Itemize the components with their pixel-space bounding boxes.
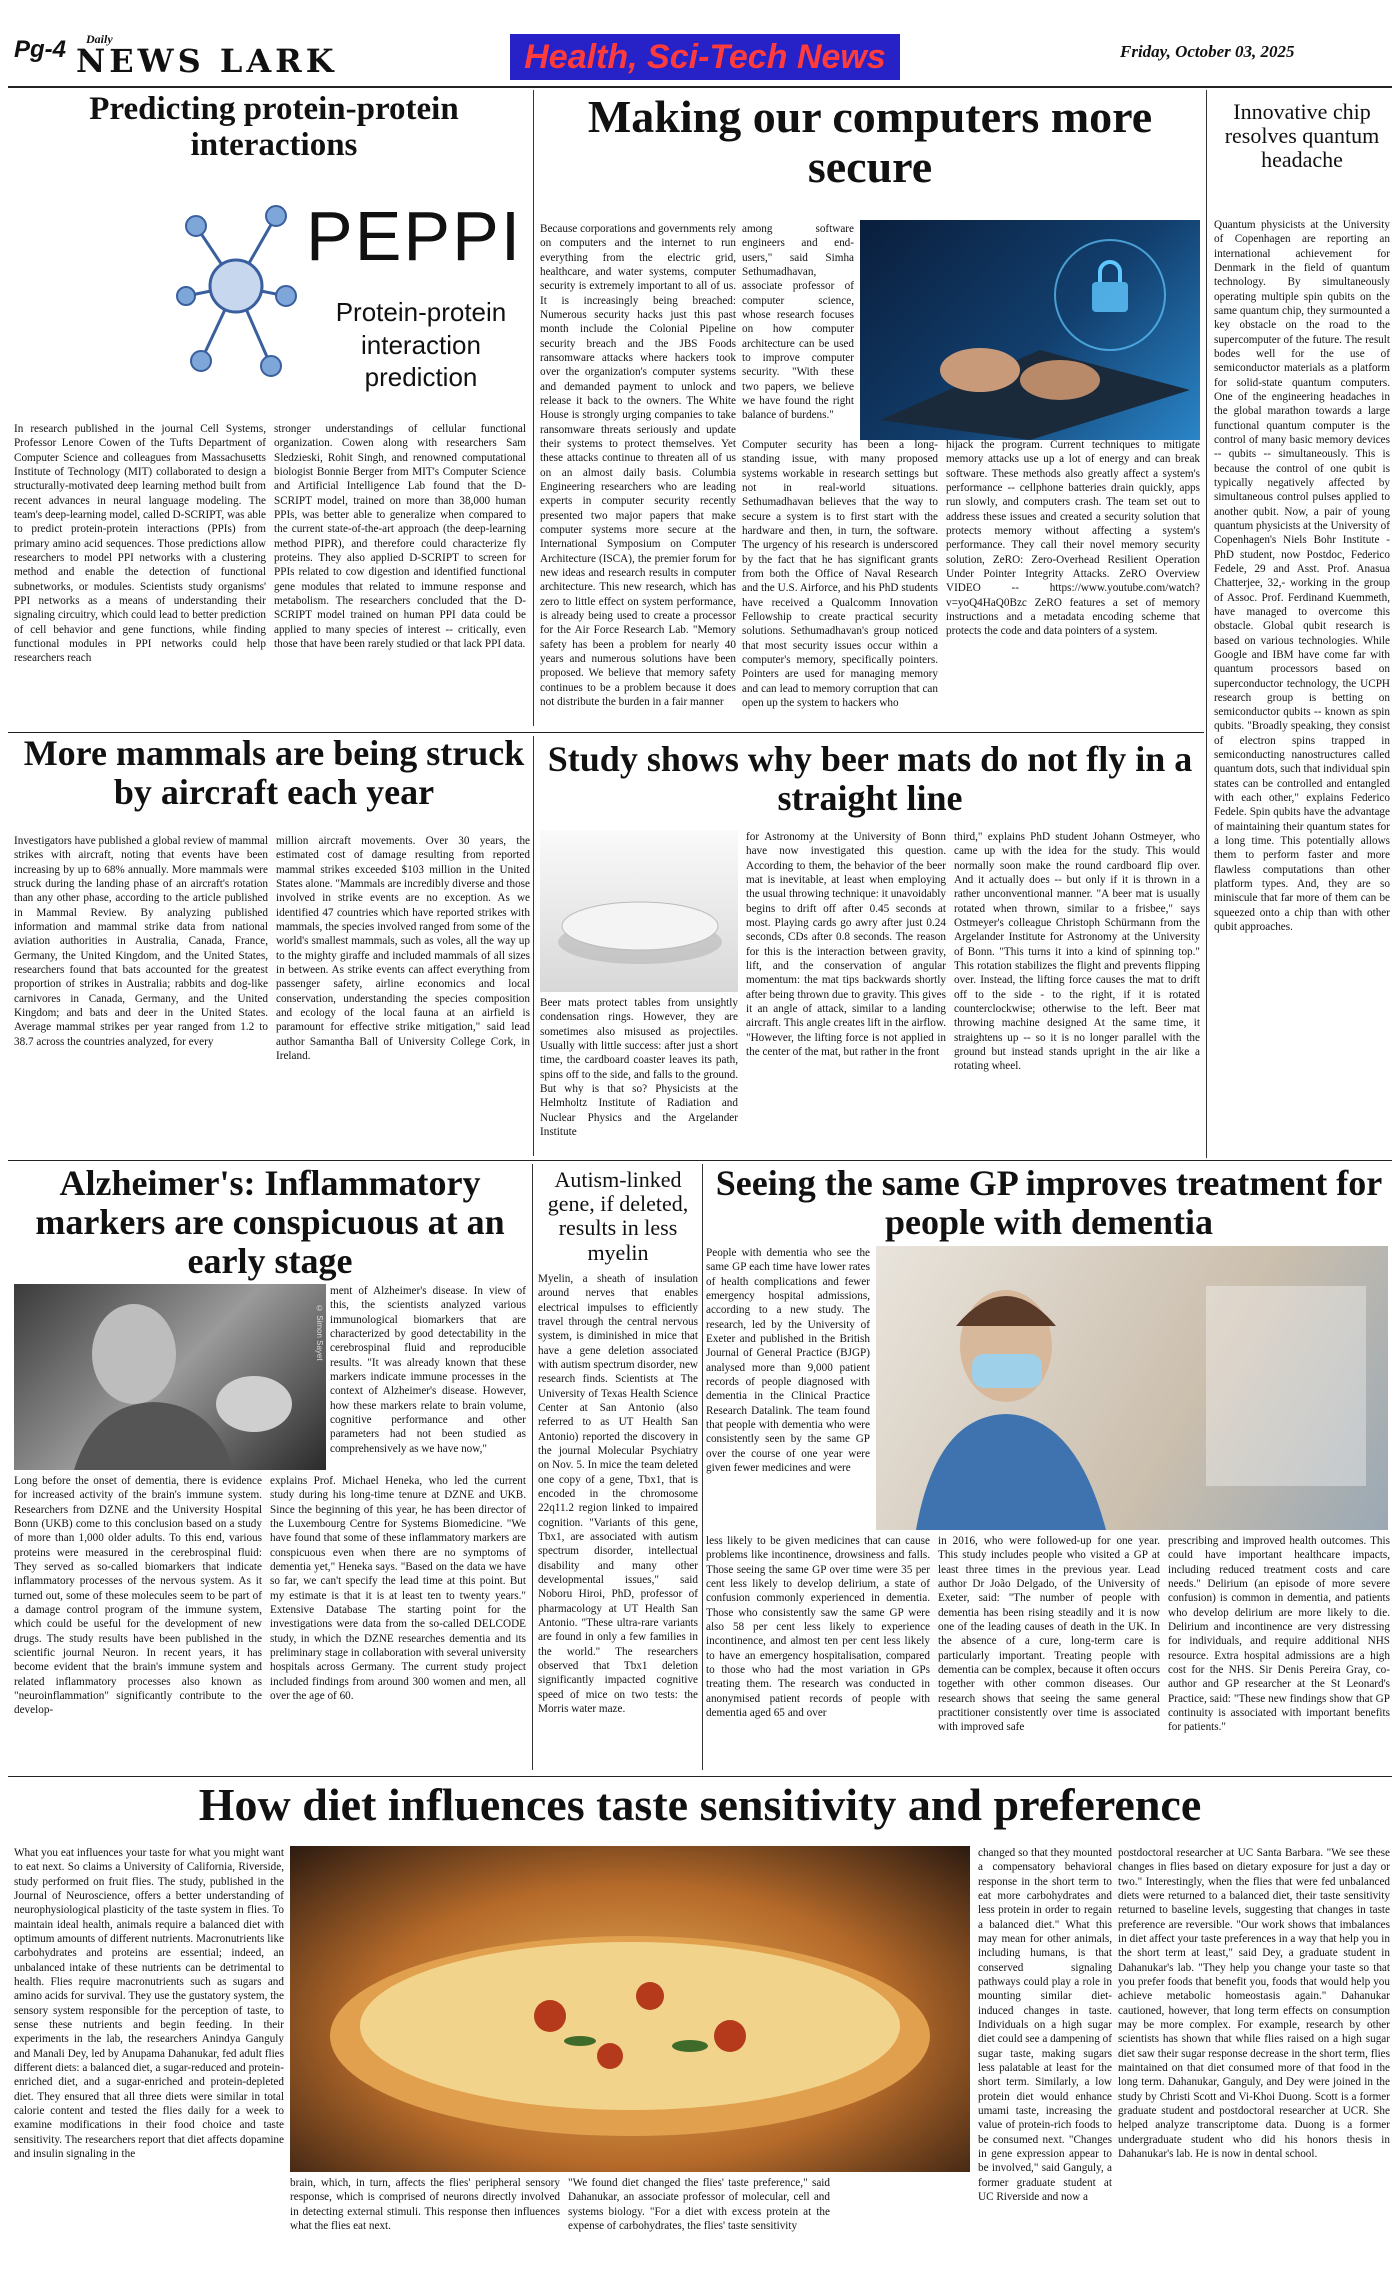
diet-col-1: What you eat influences your taste for what you might want to eat next. So claims a University of California, Riverside, study performed on fruit flies. The study, published in the Journal of Neuroscience, offers a better understanding of neurophysiological plasticity of the taste system in flies. To maintain ideal health, animals require a balanced diet with optimum amounts of different nutrients. Macronutrients like carbohydrates and proteins are essential; indeed, an unbalanced intake of these nutrients can be detrimental to health. Flies require macronutrients such as sugars and amino acids for survival. They use the gustatory system, the sensory system responsible for the perception of taste, to sense these nutrients and begin feeding. In their experiments in the lab, the researchers Anindya Ganguly and Manali Dey, led by Anupama Dahanukar, fed adult flies different diets: a balanced diet, a sugar-reduced and protein-enriched diet, and a sugar-enriched and protein-depleted diet. They ensured that all three diets were similar in total calorie content and tested the flies daily for a week to examine modifications in their food choice and taste sensitivity. The researchers report that diet affects dopamine and insulin signaling in the — [14, 1847, 284, 2160]
peppi-graphic — [176, 186, 523, 416]
beer-headline: Study shows why beer mats do not fly in a straight line — [547, 739, 1193, 818]
divider — [533, 90, 534, 726]
diet-col-3-text: changed so that they mounted a compensatory behavioral response in the short term to eat more carbohydrates and less protein in order to regain a balanced diet." What this may mean for other animals, including humans, is that conserved signaling pathways could play a role in mounting similar diet-induced changes in taste. Individuals on a high sugar diet could see a dampening of sugar taste, making sugars less palatable at least for the short term. Similarly, a low protein diet would enhance umami taste, increasing the value of protein-rich foods to be consumed next. "Changes in gene expression appear to be involved," said Ganguly, a former graduate student at UC Riverside and now a — [978, 1847, 1112, 2203]
protein-headline: Predicting protein-protein interactions — [89, 91, 459, 163]
logo-name: NEWS LARK — [76, 42, 338, 80]
protein-col-1: In research published in the journal Cell Systems, Professor Lenore Cowen of the Tufts Department of Computer Science and colleagues from Massachusetts Institute of Technology (MIT) collaborated to design a structurally-motivated deep learning method built from recent advances in neural language modeling. The team's deep-learning model, called D-SCRIPT, was able to predict protein-protein interactions (PPIs) from primary amino acid sequences. Those predictions allow researchers to model PPI networks with a clustering method and enable the detection of functional subnetworks, or modules. Scientists study organisms' PPI networks as a means of understanding their signaling circuitry, which could lead to better prediction of cell behavior and gene functions, while finding functional modules in PPI networks could help researchers reach — [14, 423, 266, 665]
myelin-body: Myelin, a sheath of insulation around nerves that enables electrical impulses to efficiently travel through the central nervous system, is diminished in mice that have a gene deletion associated with autism spectrum disorder, new research finds. Scientists at The University of Texas Health Science Center at San Antonio (also referred to as UT Health San Antonio) reported the discovery in the journal Molecular Psychiatry on Nov. 5. In mice the team deleted one copy of a gene, Tbx1, that is encoded in the chromosome 22q11.2 region linked to impaired cognition. "Variants of this gene, Tbx1, are associated with autism spectrum disorder, intellectual disability and many other developmental issues," said Noboru Hiroi, PhD, professor of pharmacology at UT Health San Antonio. "These ultra-rare variants are found in only a few families in the world." The researchers observed that Tbx1 deletion significantly impacted cognitive speed of mice on two tests: the Morris water maze. — [538, 1273, 698, 1715]
divider — [1206, 90, 1207, 1158]
secure-headline: Making our computers more secure — [587, 91, 1153, 192]
divider — [702, 1164, 703, 1770]
cyber-photo — [860, 220, 1200, 440]
divider — [533, 736, 534, 1156]
diet-col-3 — [978, 1846, 1112, 2266]
diet-under-1: brain, which, in turn, affects the flies' peripheral sensory response, which is comprised of neurons directly involved in detecting external stimuli. This response then influences what the flies eat next. — [290, 2177, 560, 2232]
myelin-headline: Autism-linked gene, if deleted, results in less myelin — [547, 1167, 689, 1265]
logo-daily: Daily — [86, 32, 113, 46]
nurse-mask-icon — [876, 1246, 1388, 1530]
masthead — [0, 0, 1400, 80]
issue-date: Friday, October 03, 2025 — [1120, 42, 1295, 61]
peppi-word: PEPPI — [306, 197, 523, 275]
diet-col-4: postdoctoral researcher at UC Santa Barbara. "We see these changes in flies based on dietary exposure for just a day or two." Interestingly, when the flies that were fed unbalanced diets were returned to a balanced diet, their taste sensitivity returned to baseline levels, suggesting that changes in taste preference are reversible. "Our work shows that imbalances in diet affect your taste preferences in a way that help you in the short term at least," said Dey, a graduate student in Dahanukar's lab. "They help you change your taste so that you prefer foods that benefit you, foods that would help you achieve metabolic homeostasis again." Dahanukar cautioned, however, that long term effects on consumption may be more complex. For example, research by other scientists has shown that while flies raised on a high sugar diet saw their sugar response decrease in the short term, flies maintained on that diet consumed more of that food in the long term. Dahanukar, Ganguly, and Dey were joined in the study by Christi Scott and Vi-Khoi Duong. Scott is a former graduate student and postdoctoral researcher at UCR. She helped analyze transcriptome data. Duong is a former undergraduate student who did his honors thesis in Dahanukar's lab. He is now in dental school. — [1118, 1847, 1390, 2160]
beer-col-3: third," explains PhD student Johann Ostmeyer, who came up with the idea for the study. This would normally soon make the round cardboard flip over. And it actually does -- but only if it is thrown in a rather unconventional manner. "A beer mat is usually rotated when thrown, similar to a frisbee," says Ostmeyer's colleague Christoph Schürmann from the Argelander Institute for Astronomy at the University of Bonn. "This turns it into a kind of spinning top." This rotation stabilizes the flight and prevents flipping over. Instead, the lifting force causes the mat to drift off to the side - to the right, if it is rotated counterclockwise; otherwise to the left. Beer mat throwing machine designed At the same time, it straightens up -- so it is no longer parallel with the ground but instead stands upright in the air like a rotating wheel. — [954, 831, 1200, 1073]
page-number: Pg-4 — [14, 36, 67, 63]
beer-caption: Beer mats protect tables from unsightly condensation rings. However, they are sometimes also misused as projectiles. Usually with little success: after just a short time, the cardboard coaster leaves its path, spins off to the side, and falls to the ground. But why is that so? Physicists at the Helmholtz Institute of Radiation and Nuclear Physics and the Argelander Institute — [540, 997, 738, 1138]
newspaper-logo — [76, 26, 356, 80]
gp-col-2: in 2016, who were followed-up for one year. This study includes people who visited a GP at least three times in the previous year. Lead author Dr João Delgado, of the University of Exeter, said: "The number of people with dementia has been rising steadily and it is now one of the leading causes of death in the UK. In the absence of a cure, long-term care is particularly important. Treating people with dementia can be complex, because it often occurs together with other common diseases. Our research shows that seeing the same general practitioner consistently over time is associated with improved safe — [938, 1535, 1160, 1734]
alz-col-right-img: ment of Alzheimer's disease. In view of this, the scientists analyzed various immunological biomarkers that are characterized by good detectability in the cerebrospinal fluid and reproducible results. "It was already known that these markers indicate immune processes in the context of Alzheimer's disease. However, how these markers relate to brain volume, cognitive performance and other parameters had not been studied as comprehensively as we have now," — [330, 1285, 526, 1455]
beer-mat-photo — [540, 830, 738, 992]
pizza-photo — [290, 1846, 970, 2172]
secure-col-1: Because corporations and governments rely on computers and the internet to run everything from the electric grid, healthcare, and water systems, computer security is extremely important to all of us. It is increasingly being breached: Numerous security hacks just this past month include the Colonial Pipeline security breach and the JBS Foods ransomware attacks where hackers took over the organization's computer systems and demanded payment to unlock and release it back to the owners. The White House is strongly urging companies to take ransomware threats seriously and update their systems to protect themselves. Yet these attacks continue to threaten all of us on an almost daily basis. Columbia Engineering researchers who are leading experts in computer security recently presented two major papers that make computer systems more secure at the International Symposium on Computer Architecture (ISCA), the premier forum for new ideas and research results in computer architecture. This new research, which has zero to little effect on system performance, is already being used to create a processor for the Air Force Research Lab. "Memory safety has been a problem for nearly 40 years and numerous solutions have been proposed. We believe that memory safety continues to be a problem because it does not distribute the burden in a fair manner — [540, 223, 736, 708]
diet-headline: How diet influences taste sensitivity and preference — [198, 1779, 1202, 1830]
gp-col-3: prescribing and improved health outcomes. This could have important healthcare impacts, including reduced treatment costs and care needs." Delirium (an episode of more severe confusion) is common in dementia, and patients who develop delirium are more likely to die. Delirium and incontinence are very distressing for individuals, and require additional NHS resource. Extra hospital admissions are a high cost for the NHS. Sir Denis Pereira Gray, co-author and GP researcher at the St Leonard's Practice, said: "These new findings show that GP continuity is associated with important benefits for patients." — [1168, 1535, 1390, 1734]
chip-headline: Innovative chip resolves quantum headache — [1224, 99, 1380, 173]
rule — [8, 1160, 1392, 1161]
alz-col-1: Long before the onset of dementia, there is evidence for increased activity of the brain's immune system. Researchers from DZNE and the University Hospital Bonn (UKB) come to this conclusion based on a study of more than 1,000 older adults. To this end, various proteins were measured in the cerebrospinal fluid: They served as so-called biomarkers that indicate inflammatory processes of the nervous system. As it turned out, some of these molecules seem to be part of a damage control program of the immune system, which could be useful for the development of new drugs. The study results have been published in the scientific journal Neuron. In recent years, it has become evident that the brain's immune system and related inflammatory processes also known as "neuroinflammation" significantly contribute to the develop- — [14, 1475, 262, 1717]
pizza-icon — [290, 1846, 970, 2172]
mammals-col-1: Investigators have published a global review of mammal strikes with aircraft, noting that events have been increasing by up to 68% annually. More mammals were struck during the landing phase of an aircraft's rotation than any other phase, according to the article published in Mammal Review. By analyzing published information and mammal strike data from national aviation authorities in Australia, Canada, France, Germany, the United Kingdom, and the United States, researchers found that bats accounted for the greatest proportion of strikes in Australia; rabbits and dog-like carnivores in Canada, Germany, and the United Kingdom; and bats and deer in the United States. Average mammal strikes per year ranged from 1.2 to 38.7 across the countries analyzed, for every — [14, 835, 268, 1048]
mammals-headline: More mammals are being struck by aircraft each year — [23, 733, 525, 812]
gp-photo — [876, 1246, 1388, 1530]
diet-under-2: "We found diet changed the flies' taste preference," said Dahanukar, an associate professor of molecular, cell and systems biology. "For a diet with excess protein at the expense of carbohydrates, the flies' taste sensitivity — [568, 2177, 830, 2232]
alz-col-2: explains Prof. Michael Heneka, who led the current study during his long-time tenure at DZNE and UKB. Since the beginning of this year, he has been director of the Luxembourg Centre for Systems Biomedicine. "We have found that some of these inflammatory markers are conspicuous even when there are no symptoms of dementia yet," Heneka says. "Based on the data we have so far, we can't specify the lead time at this point. But my estimate is that it is at least ten to twenty years." Extensive Database The starting point for the investigations were data from the so-called DELCODE study, in which the DZNE researches dementia and its preliminary stage in collaboration with several university hospitals across Germany. The current study project included findings from around 300 women and men, all over the age of 60. — [270, 1475, 526, 1702]
chip-body: Quantum physicists at the University of Copenhagen are reporting an international achievement for Denmark in the field of quantum technology. By simultaneously operating multiple spin qubits on the same quantum chip, they surmounted a key obstacle on the road to the supercomputer of the future. The result bodes well for the use of semiconductor materials as a platform for solid-state quantum computers. One of the engineering headaches in the global marathon towards a large functional quantum computer is the control of many basic memory devices -- qubits -- simultaneously. This is because the control of one qubit is typically negatively affected by simultaneous control pulses applied to another qubit. Now, a pair of young quantum physicists at the University of Copenhagen's Niels Bohr Institute -PhD student, now Postdoc, Federico Fedele, 29 and Asst. Prof. Anasua Chatterjee, 32,- working in the group of Assoc. Prof. Ferdinand Kuemmeth, have managed to overcome this obstacle. Global qubit research is based on various technologies. While Google and IBM have come far with quantum processors based on superconductor technology, the UCPH research group is betting on semiconductor qubits -- known as spin qubits. "Broadly speaking, they consist of electron spins trapped in semiconducting nanostructures called quantum dots, such that individual spin states can be controlled and entangled with each other," explains Federico Fedele. Spin qubits have the advantage of maintaining their quantum states for a long time. This potentially allows them to perform faster and more flawless computations than other platform types. And, they are so miniscule that far more of them can be squeezed onto a chip than with other qubit approaches. — [1214, 219, 1390, 934]
secure-col-3: hijack the program. Current techniques to mitigate memory attacks use up a lot of energy and can break software. These methods also greatly affect a system's performance -- cellphone batteries drain quickly, apps run slowly, and computers crash. The team set out to address these issues and created a security solution that protects memory without affecting a system's performance. They call their novel memory security solution, ZeRO: Zero-Overhead Resilient Operation Under Pointer Integrity Attacks. ZeRO Overview VIDEO -- https://www.youtube.com/watch?v=yoQ4HaQ0Bzc ZeRO features a set of memory instructions and a metadata encoding scheme that protects the code and data pointers of a system. — [946, 439, 1200, 638]
laptop-hands-icon — [860, 220, 1200, 440]
alz-headline: Alzheimer's: Inflammatory markers are conspicuous at an early stage — [35, 1163, 505, 1281]
gp-col-1: less likely to be given medicines that can cause problems like incontinence, drowsiness and falls. Those seeing the same GP over time were 35 per cent less likely to develop delirium, a state of confusion commonly experienced in dementia. Those who consistently saw the same GP were also 58 per cent less likely to experience incontinence, and almost ten per cent less likely to have an emergency hospitalisation, compared to those who had the most variation in GPs treating them. The research was conducted in anonymised patient records of people with dementia aged 65 and over — [706, 1535, 930, 1719]
peppi-caption: Protein-protein interaction prediction — [335, 297, 507, 392]
elderly-man-icon — [14, 1284, 326, 1470]
gp-headline: Seeing the same GP improves treatment for people with dementia — [715, 1163, 1383, 1242]
protein-col-2: stronger understandings of cellular functional organization. Cowen along with researchers Sam Sledzieski, Rohit Singh, and renowned computational biologist Bonnie Berger from MIT's Computer Science and Artificial Intelligence Lab found that the D-SCRIPT model, trained on more than 38,000 human PPIs, was better able to generalize when compared to the current state-of-the-art approach (the deep-learning method PIPR), and therefore could characterize fly proteins. They also applied D-SCRIPT to screen for PPIs related to cow digestion and identified functional gene modules that related to immune response and metabolism. The researchers concluded that the D-SCRIPT model trained on human PPI data could be applied to many species of interest -- critically, even those that have been rarely studied or that lack PPI data. — [274, 423, 526, 650]
coaster-icon — [540, 830, 738, 992]
secure-col-2b: Computer security has been a long-standing issue, with many proposed systems workable in research settings but not in real-world situations. Sethumadhavan believes that the way to secure a system is to first start with the hardware and then, in turn, the software. The urgency of his research is underscored by the fact that he has significant grants from both the Office of Naval Research and the U.S. Airforce, and his PhD students have received a Qualcomm Innovation Fellowship to create practical security solutions. Sethumadhavan's group noticed that most security issues occur within a computer's memory, specifically pointers. Pointers are used for managing memory and can lead to memory corruption that can open up the system to hackers who — [742, 439, 938, 709]
secure-col-2a: among software engineers and end-users," said Simha Sethumadhavan, associate professor of computer science, whose research focuses on how computer architecture can be used to improve computer security. "With these two papers, we believe we have found the right balance of burdens." — [742, 223, 854, 422]
alz-photo — [14, 1284, 326, 1470]
beer-col-2: for Astronomy at the University of Bonn have now investigated this question. According to them, the behavior of the beer mat is inevitable, at least when employing the usual throwing technique: it unavoidably begins to drift off after 0.45 seconds at most. Playing cards go awry after just 0.24 seconds, CDs after 0.8 seconds. The reason for this is the interaction between gravity, lift, and the conservation of angular momentum: the mat tips backwards shortly after being thrown due to gravity. This gives it an angle of attack, similar to a landing aircraft. This angle creates lift in the airflow. "However, the lifting force is not applied in the center of the mat, but rather in the front — [746, 831, 946, 1058]
gp-col-left-img: People with dementia who see the same GP each time have lower rates of health complications and fewer emergency hospital admissions, according to a new study. The research, led by the University of Exeter and published in the British Journal of General Practice (BJGP) analysed more than 9,000 patient records of people diagnosed with dementia in the Clinical Practice Research Datalink. The team found that people with dementia who were consistently seen by the same GP over the course of one year were given fewer medicines and were — [706, 1247, 870, 1474]
section-title: Health, Sci-Tech News — [510, 34, 900, 80]
mammals-col-2: million aircraft movements. Over 30 years, the estimated cost of damage resulting from reported mammal strikes exceeded $103 million in the United States alone. "Mammals are incredibly diverse and those involved in strike events are no exception. As we identified 47 countries which have reported strikes with mammals, the species involved ranged from some of the world's smallest mammals, such as voles, all the way up to the mighty giraffe and included mammals of all sizes in between. As strike events can affect everything from passenger safety, airline economics and local conservation, understanding the species composition and ecology of the local fauna at an airfield is paramount for effective strike mitigation," said lead author Samantha Ball of University College Cork, in Ireland. — [276, 835, 530, 1062]
photo-credit: © Simon Sayet — [315, 1304, 324, 1361]
header-rule — [8, 86, 1392, 88]
rule — [8, 1776, 1392, 1777]
divider — [532, 1164, 533, 1770]
